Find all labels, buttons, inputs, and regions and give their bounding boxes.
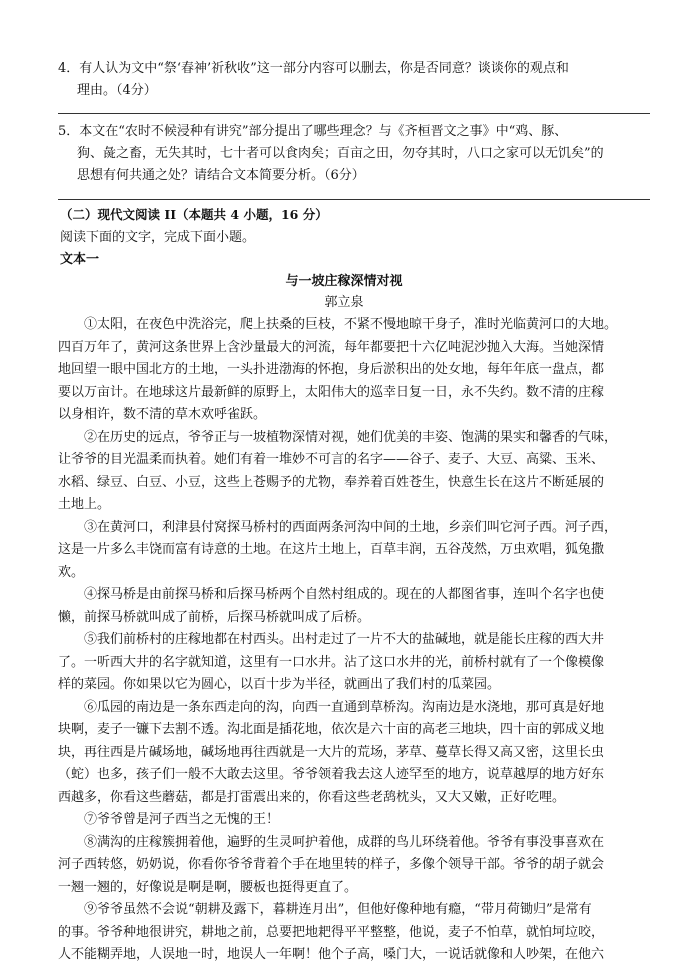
article-line: （蛇）也多，孩子们一般不大敢去这里。爷爷领着我去这人迹罕至的地方，说草越厚的地方好东: [58, 767, 605, 782]
article-line: 河子西转悠，奶奶说，你看你爷爷背着个手在地里转的样子，多像个领导干部。爷爷的胡子就会: [58, 857, 605, 872]
article-line: ①太阳，在夜色中洗浴完，爬上扶桑的巨枝，不紧不慢地晾干身子，准时光临黄河口的大地。: [84, 317, 618, 332]
question-4-line-2: 理由。（4分）: [77, 83, 157, 98]
question-4: [58, 58, 658, 102]
answer-line-q4: [58, 113, 650, 114]
article-line: 四百万年了，黄河这条世界上含沙量最大的河流，每年都要把十六亿吨泥沙抛入大海。当她深情: [58, 339, 605, 355]
article-author: 郭立泉: [324, 295, 364, 310]
question-5-line-1: 5．本文在“农时不候浸种有讲究”部分提出了哪些理念？与《齐桓晋文之事》中“鸡、豚、: [58, 124, 568, 139]
article-title: 与一坡庄稼深情对视: [285, 274, 403, 289]
article-line: 让爷爷的目光温柔而执着。她们有着一堆妙不可言的名字——谷子、麦子、大豆、高粱、玉米、: [58, 452, 605, 467]
article-line: ②在历史的远点，爷爷正与一坡植物深情对视，她们优美的丰姿、饱满的果实和馨香的气味，: [84, 429, 618, 445]
article-line: 的事。爷爷种地很讲究，耕地之前，总要把地耙得平平整整，他说，麦子不怕草，就怕坷垃咬，: [58, 924, 605, 940]
article-line: 西越多，你看这些蘑菇，都是打雷震出来的，你看这些老鸹枕头，又大又嫩，正好吃哩。: [58, 789, 566, 805]
article-line: 了。一听西大井的名字就知道，这里有一口水井。沾了这口水井的光，前桥村就有了一个像模像: [58, 654, 605, 670]
article-line: ④探马桥是由前探马桥和后探马桥两个自然村组成的。现在的人都图省事，连叫个名字也使: [84, 587, 605, 602]
article-line: 块，再往西是片碱场地，碱场地再往西就是一大片的荒场，茅草、蔓草长得又高又密，这里长虫: [58, 744, 605, 760]
text-label: 文本一: [60, 252, 100, 267]
article-line: 块啊，麦子一镰下去割不透。沟北面是插花地，依次是六十亩的高老三地块，四十亩的郭成义地: [58, 722, 605, 737]
article-line: ③在黄河口，利津县付窝探马桥村的西面两条河沟中间的土地，乡亲们叫它河子西。河子西，: [84, 519, 618, 535]
article-line: 以身相许，数不清的草木欢呼雀跃。: [58, 407, 267, 422]
article-body: [58, 314, 658, 967]
article-line: ⑥瓜园的南边是一条东西走向的沟，向西一直通到草桥沟。沟南边是水浇地，那可真是好地: [84, 699, 605, 715]
question-5: [58, 121, 658, 187]
answer-line-q5: [58, 199, 650, 200]
article-line: ⑦爷爷曾是河子西当之无愧的王！: [84, 812, 280, 827]
article-line: ⑤我们前桥村的庄稼地都在村西头。出村走过了一片不大的盐碱地，就是能长庄稼的西大井: [84, 632, 605, 647]
question-4-line-1: 4．有人认为文中“祭‘春神’祈秋收”这一部分内容可以删去，你是否同意？谈谈你的观点和: [58, 61, 569, 76]
article-line: 这是一片多么丰饶而富有诗意的土地。在这片土地上，百草丰润，五谷茂然，万虫欢唱，狐兔撒: [58, 542, 605, 557]
article-line: 水稻、绿豆、白豆、小豆，这些上苍赐予的尤物，奉养着百姓苍生，快意生长在这片不断延展的: [58, 474, 605, 490]
article-line: 欢。: [58, 564, 85, 580]
article-line: 一翘一翘的，好像说是啊是啊，腰板也挺得更直了。: [58, 879, 358, 895]
article-line: ⑨爷爷虽然不会说“朝耕及露下，暮耕连月出”，但他好像种地有瘾，“带月荷锄归”是常有: [84, 902, 592, 917]
article-line: 土地上。: [58, 497, 111, 512]
article-line: 懒，前探马桥就叫成了前桥，后探马桥就叫成了后桥。: [58, 609, 371, 625]
article-line: 地回望一眼中国北方的土地，一头扑进渤海的怀抱，身后淤积出的处女地，每年年底一盘点，都: [58, 362, 605, 377]
question-5-line-3: 思想有何共通之处？请结合文本简要分析。（6分）: [77, 168, 365, 183]
question-5-line-2: 狗、彘之畜，无失其时，七十者可以食肉矣；百亩之田，勿夺其时，八口之家可以无饥矣”的: [77, 146, 604, 161]
article-line: 要以万亩计。在地球这片最新鲜的原野上，太阳伟大的巡幸日复一日，永不失约。数不清的庄稼: [58, 384, 605, 400]
article-line: 样的菜园。你如果以它为圆心，以百十步为半径，就画出了我们村的瓜菜园。: [58, 677, 501, 692]
section-instruction: 阅读下面的文字，完成下面小题。: [60, 230, 256, 245]
article-line: 人不能糊弄地，人误地一时，地误人一年啊！他个子高，嗓门大，一说话就像和人吵架，在他六: [58, 947, 605, 962]
article-line: ⑧满沟的庄稼簇拥着他，遍野的生灵呵护着他，成群的鸟儿环绕着他。爷爷有事没事喜欢在: [84, 834, 605, 850]
section-heading: （二）现代文阅读 II（本题共 4 小题，16 分）: [60, 207, 328, 222]
